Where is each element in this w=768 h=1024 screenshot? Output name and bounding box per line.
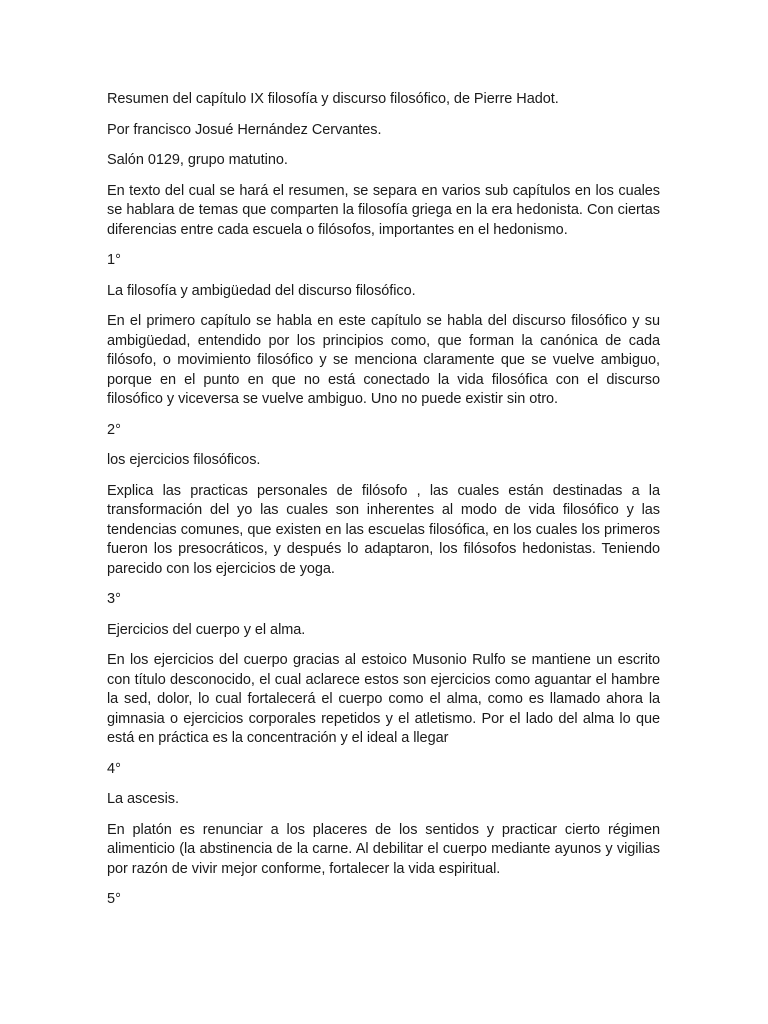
section-number: 5°: [107, 891, 121, 907]
section-number: 4°: [107, 760, 121, 777]
group-line: Salón 0129, grupo matutino.: [107, 152, 288, 168]
section-heading: los ejercicios filosóficos.: [107, 452, 261, 468]
section-body: En los ejercicios del cuerpo gracias al estoico Musonio Rulfo se mantiene un escrito con título desconocido, el cual aclarece estos son ejercicios como aguantar el hambre la sed, dolor, lo cual fortalecerá el cuerpo como el alma, como es llamado ahora la gimnasia o ejercicios corporales repetidos y el atletismo. Por el lado del alma lo que está en práctica es la concentración y el ideal a llegar: [107, 652, 660, 746]
section-heading: Ejercicios del cuerpo y el alma.: [107, 621, 306, 638]
document-body: [107, 90, 660, 921]
section-body: Explica las practicas personales de filósofo , las cuales están destinadas a la transformación del yo las cuales son inherentes al modo de vida filosófico y las tendencias comunes, que existen en las escuelas filosófica, en los cuales los primeros fueron los presocráticos, y después lo adaptaron, los filósofos hedonistas. Teniendo parecido con los ejercicios de yoga.: [107, 482, 660, 577]
author-line: Por francisco Josué Hernández Cervantes.: [107, 121, 382, 138]
section-heading: La filosofía y ambigüedad del discurso filosófico.: [107, 282, 416, 299]
section-body: En el primero capítulo se habla en este capítulo se habla del discurso filosófico y su ambigüedad, entendido por los principios como, que forman la canónica de cada filósofo, o movimiento filosófico y se menciona claramente que se vuelve ambiguo, porque en el punto en que no está conectado la vida filosófica con el discurso filosófico y viceversa se vuelve ambiguo. Uno no puede existir sin otro.: [107, 313, 660, 407]
document-title-line: Resumen del capítulo IX filosofía y discurso filosófico, de Pierre Hadot.: [107, 91, 559, 107]
section-number: 1°: [107, 252, 121, 268]
intro-paragraph: En texto del cual se hará el resumen, se separa en varios sub capítulos en los cuales se hablara de temas que comparten la filosofía griega en la era hedonista. Con ciertas diferencias entre cada escuela o filósofos, importantes en el hedonismo.: [107, 182, 660, 238]
section-number: 3°: [107, 591, 121, 607]
section-heading: La ascesis.: [107, 791, 179, 807]
section-number: 2°: [107, 421, 121, 438]
section-body: En platón es renunciar a los placeres de los sentidos y practicar cierto régimen alimenticio (la abstinencia de la carne. Al debilitar el cuerpo mediante ayunos y vigilias por razón de vivir mejor conforme, fortalecer la vida espiritual.: [107, 821, 660, 877]
